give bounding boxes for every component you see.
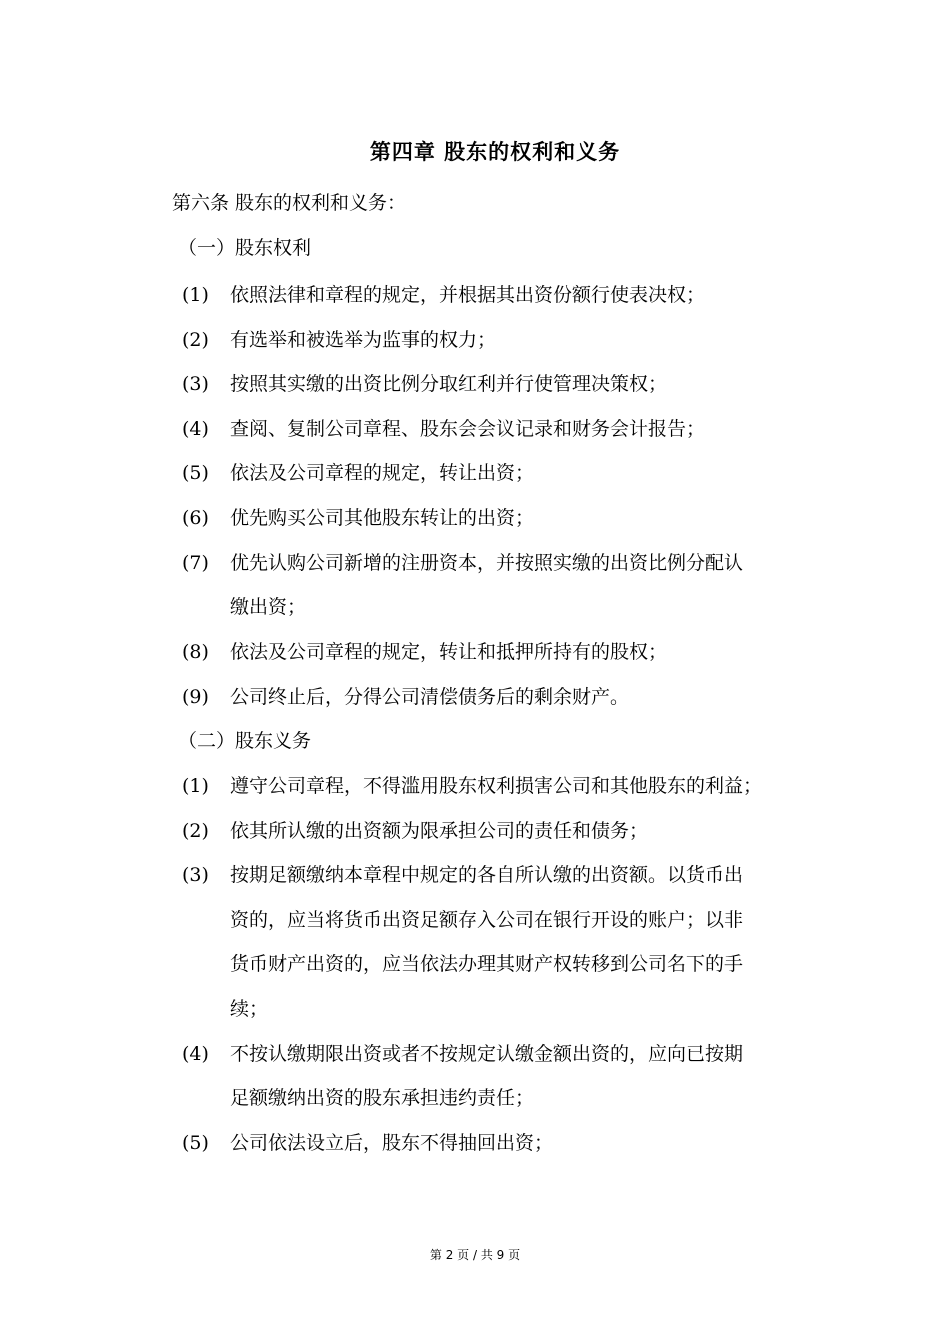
- rights-item-8-number: (8): [182, 641, 209, 663]
- duties-heading: （二）股东义务: [178, 730, 312, 752]
- duties-item-2-text: 依其所认缴的出资额为限承担公司的责任和债务；: [230, 820, 649, 842]
- duties-item-1-text: 遵守公司章程，不得滥用股东权利损害公司和其他股东的利益；: [230, 775, 763, 797]
- rights-item-5-number: (5): [182, 462, 209, 484]
- duties-item-4-text-line-1: 不按认缴期限出资或者不按规定认缴金额出资的，应向已按期: [230, 1043, 744, 1065]
- rights-item-9-text: 公司终止后，分得公司清偿债务后的剩余财产。: [230, 686, 630, 708]
- rights-item-4-text: 查阅、复制公司章程、股东会会议记录和财务会计报告；: [230, 418, 706, 440]
- duties-item-1-number: (1): [182, 775, 209, 797]
- duties-item-3-text-line-4: 续；: [230, 998, 269, 1020]
- rights-item-7-number: (7): [182, 552, 209, 574]
- rights-item-3-number: (3): [182, 373, 209, 395]
- page-footer: 第 2 页 / 共 9 页: [429, 1248, 521, 1262]
- duties-item-3-text-line-2: 资的，应当将货币出资足额存入公司在银行开设的账户；以非: [230, 909, 744, 931]
- rights-item-4-number: (4): [182, 418, 209, 440]
- duties-item-3-number: (3): [182, 864, 209, 886]
- rights-item-5-text: 依法及公司章程的规定，转让出资；: [230, 462, 535, 484]
- rights-item-7-text-line-2: 缴出资；: [230, 596, 307, 618]
- rights-item-2-text: 有选举和被选举为监事的权力；: [230, 329, 497, 351]
- rights-item-8-text: 依法及公司章程的规定，转让和抵押所持有的股权；: [230, 641, 668, 663]
- article-heading: 第六条 股东的权利和义务：: [172, 192, 407, 214]
- duties-item-2-number: (2): [182, 820, 209, 842]
- duties-item-5-number: (5): [182, 1132, 209, 1154]
- rights-item-6-number: (6): [182, 507, 209, 529]
- rights-item-9-number: (9): [182, 686, 209, 708]
- duties-item-4-number: (4): [182, 1043, 209, 1065]
- duties-item-4-text-line-2: 足额缴纳出资的股东承担违约责任；: [230, 1087, 535, 1109]
- rights-item-2-number: (2): [182, 329, 209, 351]
- rights-item-1-number: (1): [182, 284, 209, 306]
- rights-item-1-text: 依照法律和章程的规定，并根据其出资份额行使表决权；: [230, 284, 706, 306]
- rights-item-3-text: 按照其实缴的出资比例分取红利并行使管理决策权；: [230, 373, 668, 395]
- duties-item-5-text: 公司依法设立后，股东不得抽回出资；: [230, 1132, 554, 1154]
- duties-item-3-text-line-3: 货币财产出资的，应当依法办理其财产权转移到公司名下的手: [230, 953, 744, 975]
- chapter-title: 第四章 股东的权利和义务: [369, 140, 621, 164]
- duties-item-3-text-line-1: 按期足额缴纳本章程中规定的各自所认缴的出资额。以货币出: [230, 864, 744, 886]
- rights-item-7-text-line-1: 优先认购公司新增的注册资本，并按照实缴的出资比例分配认: [230, 552, 744, 574]
- rights-item-6-text: 优先购买公司其他股东转让的出资；: [230, 507, 535, 529]
- rights-heading: （一）股东权利: [178, 237, 312, 259]
